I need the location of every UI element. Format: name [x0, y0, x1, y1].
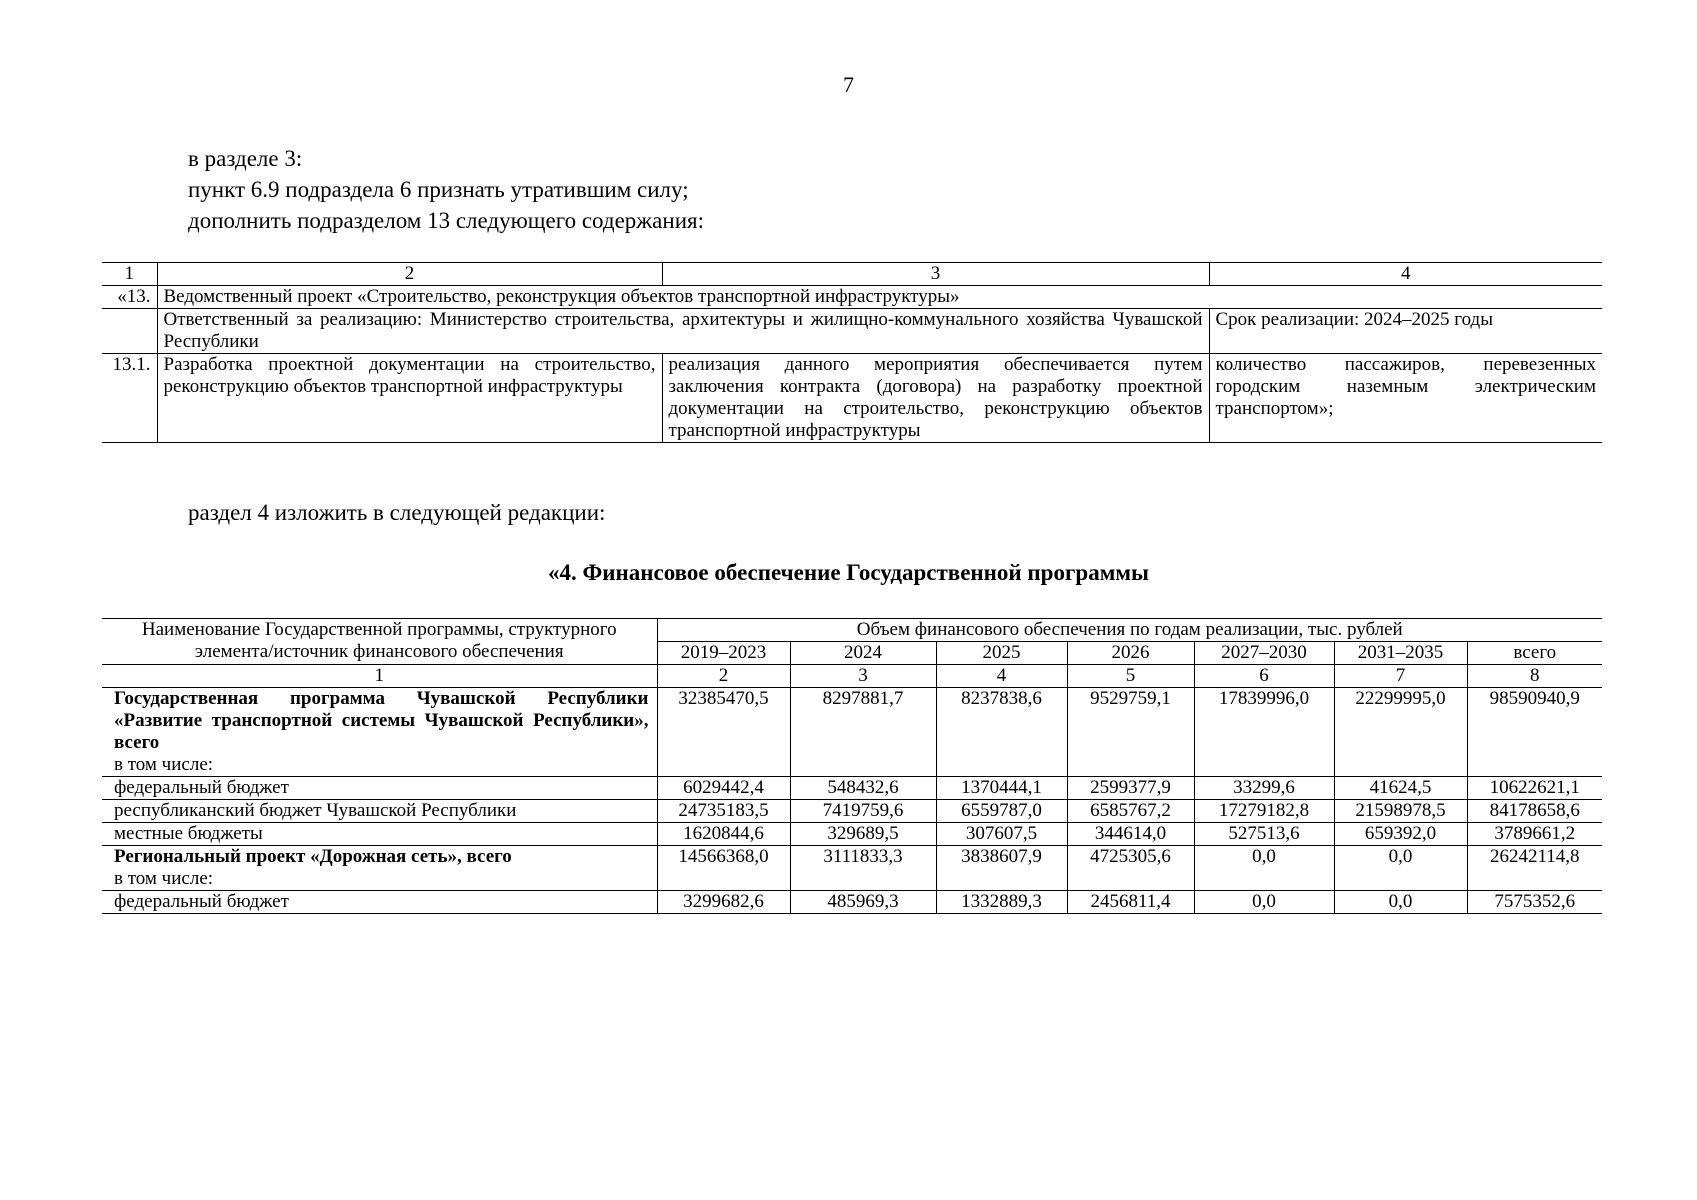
row-name: федеральный бюджет [102, 777, 657, 800]
column-number: 1 [102, 665, 657, 688]
value-cell: 6029442,4 [657, 777, 790, 800]
row-name-cell [102, 846, 657, 891]
value-cell: 41624,5 [1334, 777, 1467, 800]
period-header: 2019–2023 [657, 642, 790, 665]
row-number: «13. [102, 286, 157, 309]
volume-header: Объем финансового обеспечения по годам реализации, тыс. рублей [657, 619, 1602, 642]
value-cell: 9529759,1 [1067, 688, 1194, 777]
name-column-header: Наименование Государственной программы, структурного элемента/источник финансового обеспечения [102, 619, 657, 665]
value-cell: 3838607,9 [936, 846, 1067, 891]
table-row [102, 777, 1602, 800]
value-cell: 10622621,1 [1467, 777, 1602, 800]
value-cell: 485969,3 [790, 891, 936, 914]
value-cell: 84178658,6 [1467, 800, 1602, 823]
period-header: 2027–2030 [1194, 642, 1334, 665]
period-header: 2026 [1067, 642, 1194, 665]
value-cell: 6585767,2 [1067, 800, 1194, 823]
value-cell: 98590940,9 [1467, 688, 1602, 777]
table-row [102, 688, 1602, 777]
value-cell: 21598978,5 [1334, 800, 1467, 823]
column-number: 2 [657, 665, 790, 688]
value-cell: 2456811,4 [1067, 891, 1194, 914]
measure-indicator: количество пассажиров, перевезенных городским наземным электрическим транспортом»; [1209, 354, 1602, 443]
value-cell: 1332889,3 [936, 891, 1067, 914]
value-cell: 22299995,0 [1334, 688, 1467, 777]
row-name: местные бюджеты [102, 823, 657, 846]
column-number: 3 [662, 263, 1209, 286]
value-cell: 659392,0 [1334, 823, 1467, 846]
value-cell: 0,0 [1194, 891, 1334, 914]
value-cell: 7575352,6 [1467, 891, 1602, 914]
financing-table [102, 618, 1602, 914]
table-row [102, 309, 1602, 354]
value-cell: 8297881,7 [790, 688, 936, 777]
table-row [102, 800, 1602, 823]
intro-line: пункт 6.9 подраздела 6 признать утратившим силу; [188, 177, 689, 202]
table-row [102, 846, 1602, 891]
empty-cell [102, 309, 157, 354]
row-name: Государственная программа Чувашской Республики «Развитие транспортной системы Чувашской Республики», всего [114, 688, 649, 753]
value-cell: 1370444,1 [936, 777, 1067, 800]
table-row [102, 891, 1602, 914]
column-number: 4 [1209, 263, 1602, 286]
column-number: 1 [102, 263, 157, 286]
value-cell: 32385470,5 [657, 688, 790, 777]
column-number-row [102, 665, 1602, 688]
column-number: 2 [157, 263, 662, 286]
measure-description: реализация данного мероприятия обеспечивается путем заключения контракта (договора) на разработку проектной документации на строительство, реконструкцию объектов транспортной инфраструктуры [662, 354, 1209, 443]
value-cell: 3299682,6 [657, 891, 790, 914]
period-header: 2025 [936, 642, 1067, 665]
row-number: 13.1. [102, 354, 157, 443]
intro-line: в разделе 3: [188, 146, 303, 171]
value-cell: 4725305,6 [1067, 846, 1194, 891]
intro-line: дополнить подразделом 13 следующего содержания: [188, 208, 704, 233]
section-instruction: раздел 4 изложить в следующей редакции: [188, 500, 606, 525]
row-name: республиканский бюджет Чувашской Республики [102, 800, 657, 823]
value-cell: 8237838,6 [936, 688, 1067, 777]
value-cell: 7419759,6 [790, 800, 936, 823]
value-cell: 329689,5 [790, 823, 936, 846]
row-subnote: в том числе: [114, 868, 214, 889]
table-row [102, 823, 1602, 846]
value-cell: 6559787,0 [936, 800, 1067, 823]
measures-table [102, 262, 1602, 443]
value-cell: 2599377,9 [1067, 777, 1194, 800]
value-cell: 24735183,5 [657, 800, 790, 823]
value-cell: 527513,6 [1194, 823, 1334, 846]
page-number: 7 [843, 72, 854, 97]
column-number: 6 [1194, 665, 1334, 688]
table-row [102, 354, 1602, 443]
column-number: 5 [1067, 665, 1194, 688]
value-cell: 3111833,3 [790, 846, 936, 891]
value-cell: 344614,0 [1067, 823, 1194, 846]
period-header: 2024 [790, 642, 936, 665]
value-cell: 17839996,0 [1194, 688, 1334, 777]
row-name: федеральный бюджет [102, 891, 657, 914]
table-header-row [102, 263, 1602, 286]
value-cell: 33299,6 [1194, 777, 1334, 800]
value-cell: 17279182,8 [1194, 800, 1334, 823]
column-number: 3 [790, 665, 936, 688]
row-name-cell [102, 688, 657, 777]
value-cell: 1620844,6 [657, 823, 790, 846]
value-cell: 548432,6 [790, 777, 936, 800]
value-cell: 307607,5 [936, 823, 1067, 846]
table-row [102, 286, 1602, 309]
column-number: 7 [1334, 665, 1467, 688]
value-cell: 3789661,2 [1467, 823, 1602, 846]
period-header: 2031–2035 [1334, 642, 1467, 665]
row-subnote: в том числе: [114, 754, 214, 775]
row-name: Региональный проект «Дорожная сеть», всего [114, 846, 512, 867]
value-cell: 0,0 [1334, 846, 1467, 891]
implementation-term: Срок реализации: 2024–2025 годы [1209, 309, 1602, 354]
value-cell: 0,0 [1194, 846, 1334, 891]
value-cell: 26242114,8 [1467, 846, 1602, 891]
measure-name: Разработка проектной документации на строительство, реконструкцию объектов транспортной инфраструктуры [157, 354, 662, 443]
section-heading: «4. Финансовое обеспечение Государственной программы [548, 560, 1149, 585]
value-cell: 14566368,0 [657, 846, 790, 891]
table-header-row [102, 619, 1602, 642]
project-title: Ведомственный проект «Строительство, реконструкция объектов транспортной инфраструктуры» [157, 286, 1602, 309]
intro-text [188, 143, 704, 236]
responsible-executor: Ответственный за реализацию: Министерство строительства, архитектуры и жилищно-коммунального хозяйства Чувашской Республики [157, 309, 1209, 354]
period-header: всего [1467, 642, 1602, 665]
column-number: 4 [936, 665, 1067, 688]
column-number: 8 [1467, 665, 1602, 688]
value-cell: 0,0 [1334, 891, 1467, 914]
